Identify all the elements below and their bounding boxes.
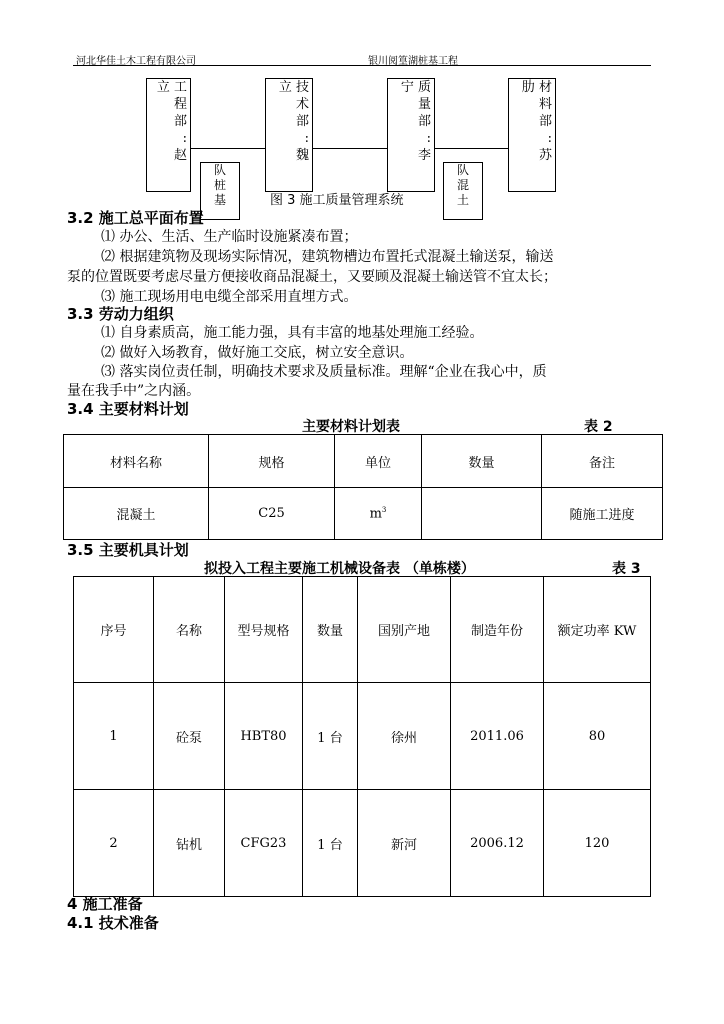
table-header-cell: 材料名称 xyxy=(64,435,209,488)
section-3-2-p2a: ⑵ 根据建筑物及现场实际情况，建筑物槽边布置托式混凝土输送泵，输送 xyxy=(101,249,554,265)
section-3-2-p2b: 泵的位置既要考虑尽量方便接收商品混凝土，又要顾及混凝土输送管不宜太长； xyxy=(67,269,557,285)
diagram-box-materials: 肋 材 料 部 : 苏 xyxy=(508,78,556,192)
diagram-team-pile: 队 桩 基 xyxy=(200,162,240,220)
section-3-2-title: 3.2 施工总平面布置 xyxy=(67,209,204,227)
section-3-3-title: 3.3 劳动力组织 xyxy=(67,305,174,323)
table-cell: 随施工进度 xyxy=(542,488,663,540)
material-table xyxy=(63,434,663,540)
diagram-team-concrete: 队 混 土 xyxy=(443,162,483,220)
section-3-3-p1: ⑴ 自身素质高，施工能力强，具有丰富的地基处理施工经验。 xyxy=(101,325,484,341)
equipment-table-title: 拟投入工程主要施工机械设备表 （单栋楼） xyxy=(204,561,475,577)
table-header-cell: 型号规格 xyxy=(225,577,303,683)
section-3-3-p3b: 量在我手中”之内涵。 xyxy=(67,383,201,399)
table-row xyxy=(74,790,651,897)
section-4-title: 4 施工准备 xyxy=(67,895,143,913)
section-3-2-p1: ⑴ 办公、生活、生产临时设施紧凑布置； xyxy=(101,229,358,245)
diagram-connector-line xyxy=(190,148,510,149)
table-cell: 钻机 xyxy=(154,790,225,897)
table-cell: 2 xyxy=(74,790,154,897)
material-table-title: 主要材料计划表 xyxy=(302,419,400,435)
table-header-cell: 数量 xyxy=(422,435,542,488)
table-header-cell: 名称 xyxy=(154,577,225,683)
diagram-caption: 图 3 施工质量管理系统 xyxy=(270,193,404,208)
equipment-table xyxy=(73,576,651,897)
table-header-cell: 备注 xyxy=(542,435,663,488)
header-company: 河北华佳土木工程有限公司 xyxy=(76,56,196,67)
table-cell: CFG23 xyxy=(225,790,303,897)
table-cell: 1 台 xyxy=(303,683,358,790)
table-row xyxy=(74,683,651,790)
table-header-cell: 规格 xyxy=(209,435,335,488)
table-cell: 新河 xyxy=(358,790,451,897)
table-cell: C25 xyxy=(209,488,335,540)
table-cell: 2006.12 xyxy=(451,790,544,897)
table-cell: 徐州 xyxy=(358,683,451,790)
table-header-cell: 序号 xyxy=(74,577,154,683)
diagram-box-technical: 立 技 术 部 : 魏 xyxy=(265,78,313,192)
section-3-3-p3a: ⑶ 落实岗位责任制，明确技术要求及质量标准。理解“企业在我心中，质 xyxy=(101,364,547,380)
section-3-2-p3: ⑶ 施工现场用电电缆全部采用直埋方式。 xyxy=(101,289,358,305)
table-header-row xyxy=(74,577,651,683)
table-cell: $m^3$ xyxy=(335,488,422,540)
table-header-cell: 额定功率 KW xyxy=(544,577,651,683)
table-cell: 2011.06 xyxy=(451,683,544,790)
material-table-number: 表 2 xyxy=(584,419,613,435)
table-cell: 120 xyxy=(544,790,651,897)
equipment-table-number: 表 3 xyxy=(612,561,641,577)
section-3-3-p2: ⑵ 做好入场教育，做好施工交底，树立安全意识。 xyxy=(101,345,414,361)
section-3-4-title: 3.4 主要材料计划 xyxy=(67,400,189,418)
table-row xyxy=(64,488,663,540)
section-4-1-title: 4.1 技术准备 xyxy=(67,914,159,932)
table-cell: 砼泵 xyxy=(154,683,225,790)
table-header-cell: 单位 xyxy=(335,435,422,488)
header-divider xyxy=(73,65,651,66)
table-cell: 1 台 xyxy=(303,790,358,897)
table-header-cell: 制造年份 xyxy=(451,577,544,683)
header-project: 银川阅篁湖桩基工程 xyxy=(368,56,458,67)
table-header-cell: 国别产地 xyxy=(358,577,451,683)
table-header-cell: 数量 xyxy=(303,577,358,683)
table-cell: HBT80 xyxy=(225,683,303,790)
diagram-box-engineering: 立 工 程 部 : 赵 xyxy=(146,78,191,192)
diagram-box-quality: 宁 质 量 部 : 李 xyxy=(387,78,435,192)
table-header-row xyxy=(64,435,663,488)
table-cell: 混凝土 xyxy=(64,488,209,540)
section-3-5-title: 3.5 主要机具计划 xyxy=(67,541,189,559)
table-cell: 80 xyxy=(544,683,651,790)
table-cell: 1 xyxy=(74,683,154,790)
table-cell xyxy=(422,488,542,540)
